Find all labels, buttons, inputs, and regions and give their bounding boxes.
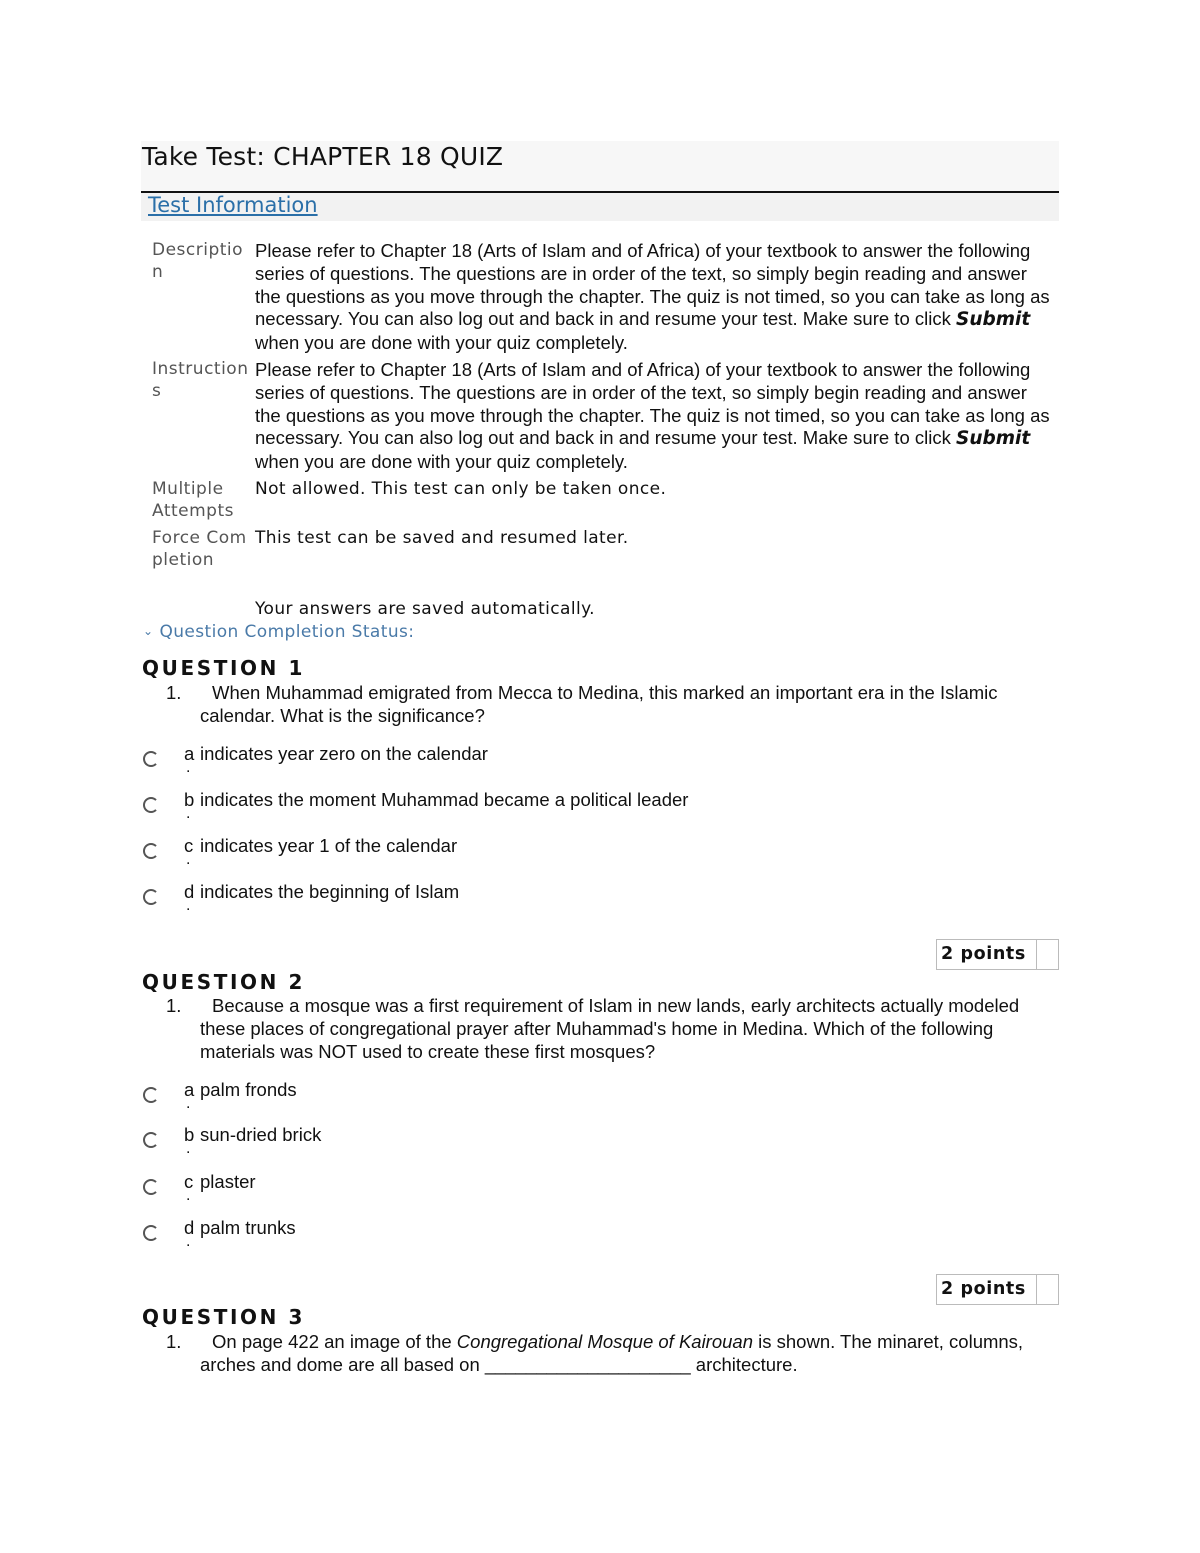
test-information-header (141, 193, 1059, 221)
force-completion-label: Force Completion (152, 528, 247, 570)
instructions-label: Instructions (152, 359, 249, 401)
points-divider (1036, 1275, 1037, 1304)
submit-emphasis: Submit (956, 309, 1031, 331)
radio-button[interactable] (143, 843, 159, 859)
question-completion-status-toggle[interactable]: ⌄ Question Completion Status: (143, 622, 415, 642)
question-1-option-a[interactable]: a . indicates year zero on the calendar (143, 743, 843, 783)
question-3-heading: QUESTION 3 (142, 1305, 306, 1329)
points-box: 2 points (936, 939, 1059, 970)
multiple-attempts-label: Multiple Attempts (152, 479, 234, 521)
question-2-option-c[interactable]: c . plaster (143, 1171, 843, 1211)
question-number: 1. (166, 1331, 182, 1352)
radio-button[interactable] (143, 1179, 159, 1195)
page-title: Take Test: CHAPTER 18 QUIZ (142, 142, 504, 171)
radio-button[interactable] (143, 751, 159, 767)
autosave-note: Your answers are saved automatically. (255, 599, 595, 619)
question-2-heading: QUESTION 2 (142, 970, 306, 994)
force-completion-text: This test can be saved and resumed later. (255, 528, 629, 548)
question-1-option-b[interactable]: b . indicates the moment Muhammad became a political leader (143, 789, 843, 829)
question-number: 1. (166, 682, 182, 703)
question-1-text: When Muhammad emigrated from Mecca to Medina, this marked an important era in the Islamic calendar. What is the significance? (200, 682, 998, 726)
radio-button[interactable] (143, 1087, 159, 1103)
question-1-heading: QUESTION 1 (142, 656, 306, 680)
description-text: Please refer to Chapter 18 (Arts of Islam and of Africa) of your textbook to answer the following series of questions. The questions are in order of the text, so simply begin reading and answer the questions as you move through the chapter. The quiz is not timed, so you can take as long as necessary. You can also log out and back in and resume your test. Make sure to click Submit when you are done with your quiz completely. (255, 240, 1050, 354)
question-1-option-d[interactable]: d . indicates the beginning of Islam (143, 881, 843, 921)
mosque-title: Congregational Mosque of Kairouan (456, 1331, 753, 1352)
title-bar (141, 141, 1059, 193)
radio-button[interactable] (143, 889, 159, 905)
double-chevron-down-icon: ⌄ (143, 624, 154, 638)
question-3-text: On page 422 an image of the Congregational Mosque of Kairouan is shown. The minaret, columns, arches and dome are all based on ____________________ architecture. (200, 1331, 1024, 1375)
instructions-text: Please refer to Chapter 18 (Arts of Islam and of Africa) of your textbook to answer the following series of questions. The questions are in order of the text, so simply begin reading and answer the questions as you move through the chapter. The quiz is not timed, so you can take as long as necessary. You can also log out and back in and resume your test. Make sure to click Submit when you are done with your quiz completely. (255, 359, 1050, 473)
question-2-text: Because a mosque was a first requirement of Islam in new lands, early architects actually modeled these places of congregational prayer after Muhammad's home in Medina. Which of the following materials was NOT used to create these first mosques? (200, 995, 1020, 1062)
question-2-option-b[interactable]: b . sun-dried brick (143, 1124, 843, 1164)
points-box: 2 points (936, 1274, 1059, 1305)
points-divider (1036, 940, 1037, 969)
question-2-option-a[interactable]: a . palm fronds (143, 1079, 843, 1119)
description-label: Description (152, 240, 244, 282)
radio-button[interactable] (143, 1132, 159, 1148)
submit-emphasis: Submit (956, 428, 1031, 450)
radio-button[interactable] (143, 1225, 159, 1241)
radio-button[interactable] (143, 797, 159, 813)
question-2-option-d[interactable]: d . palm trunks (143, 1217, 843, 1257)
multiple-attempts-text: Not allowed. This test can only be taken once. (255, 479, 667, 499)
test-information-link[interactable]: Test Information (148, 193, 318, 217)
question-1-option-c[interactable]: c . indicates year 1 of the calendar (143, 835, 843, 875)
question-number: 1. (166, 995, 182, 1016)
